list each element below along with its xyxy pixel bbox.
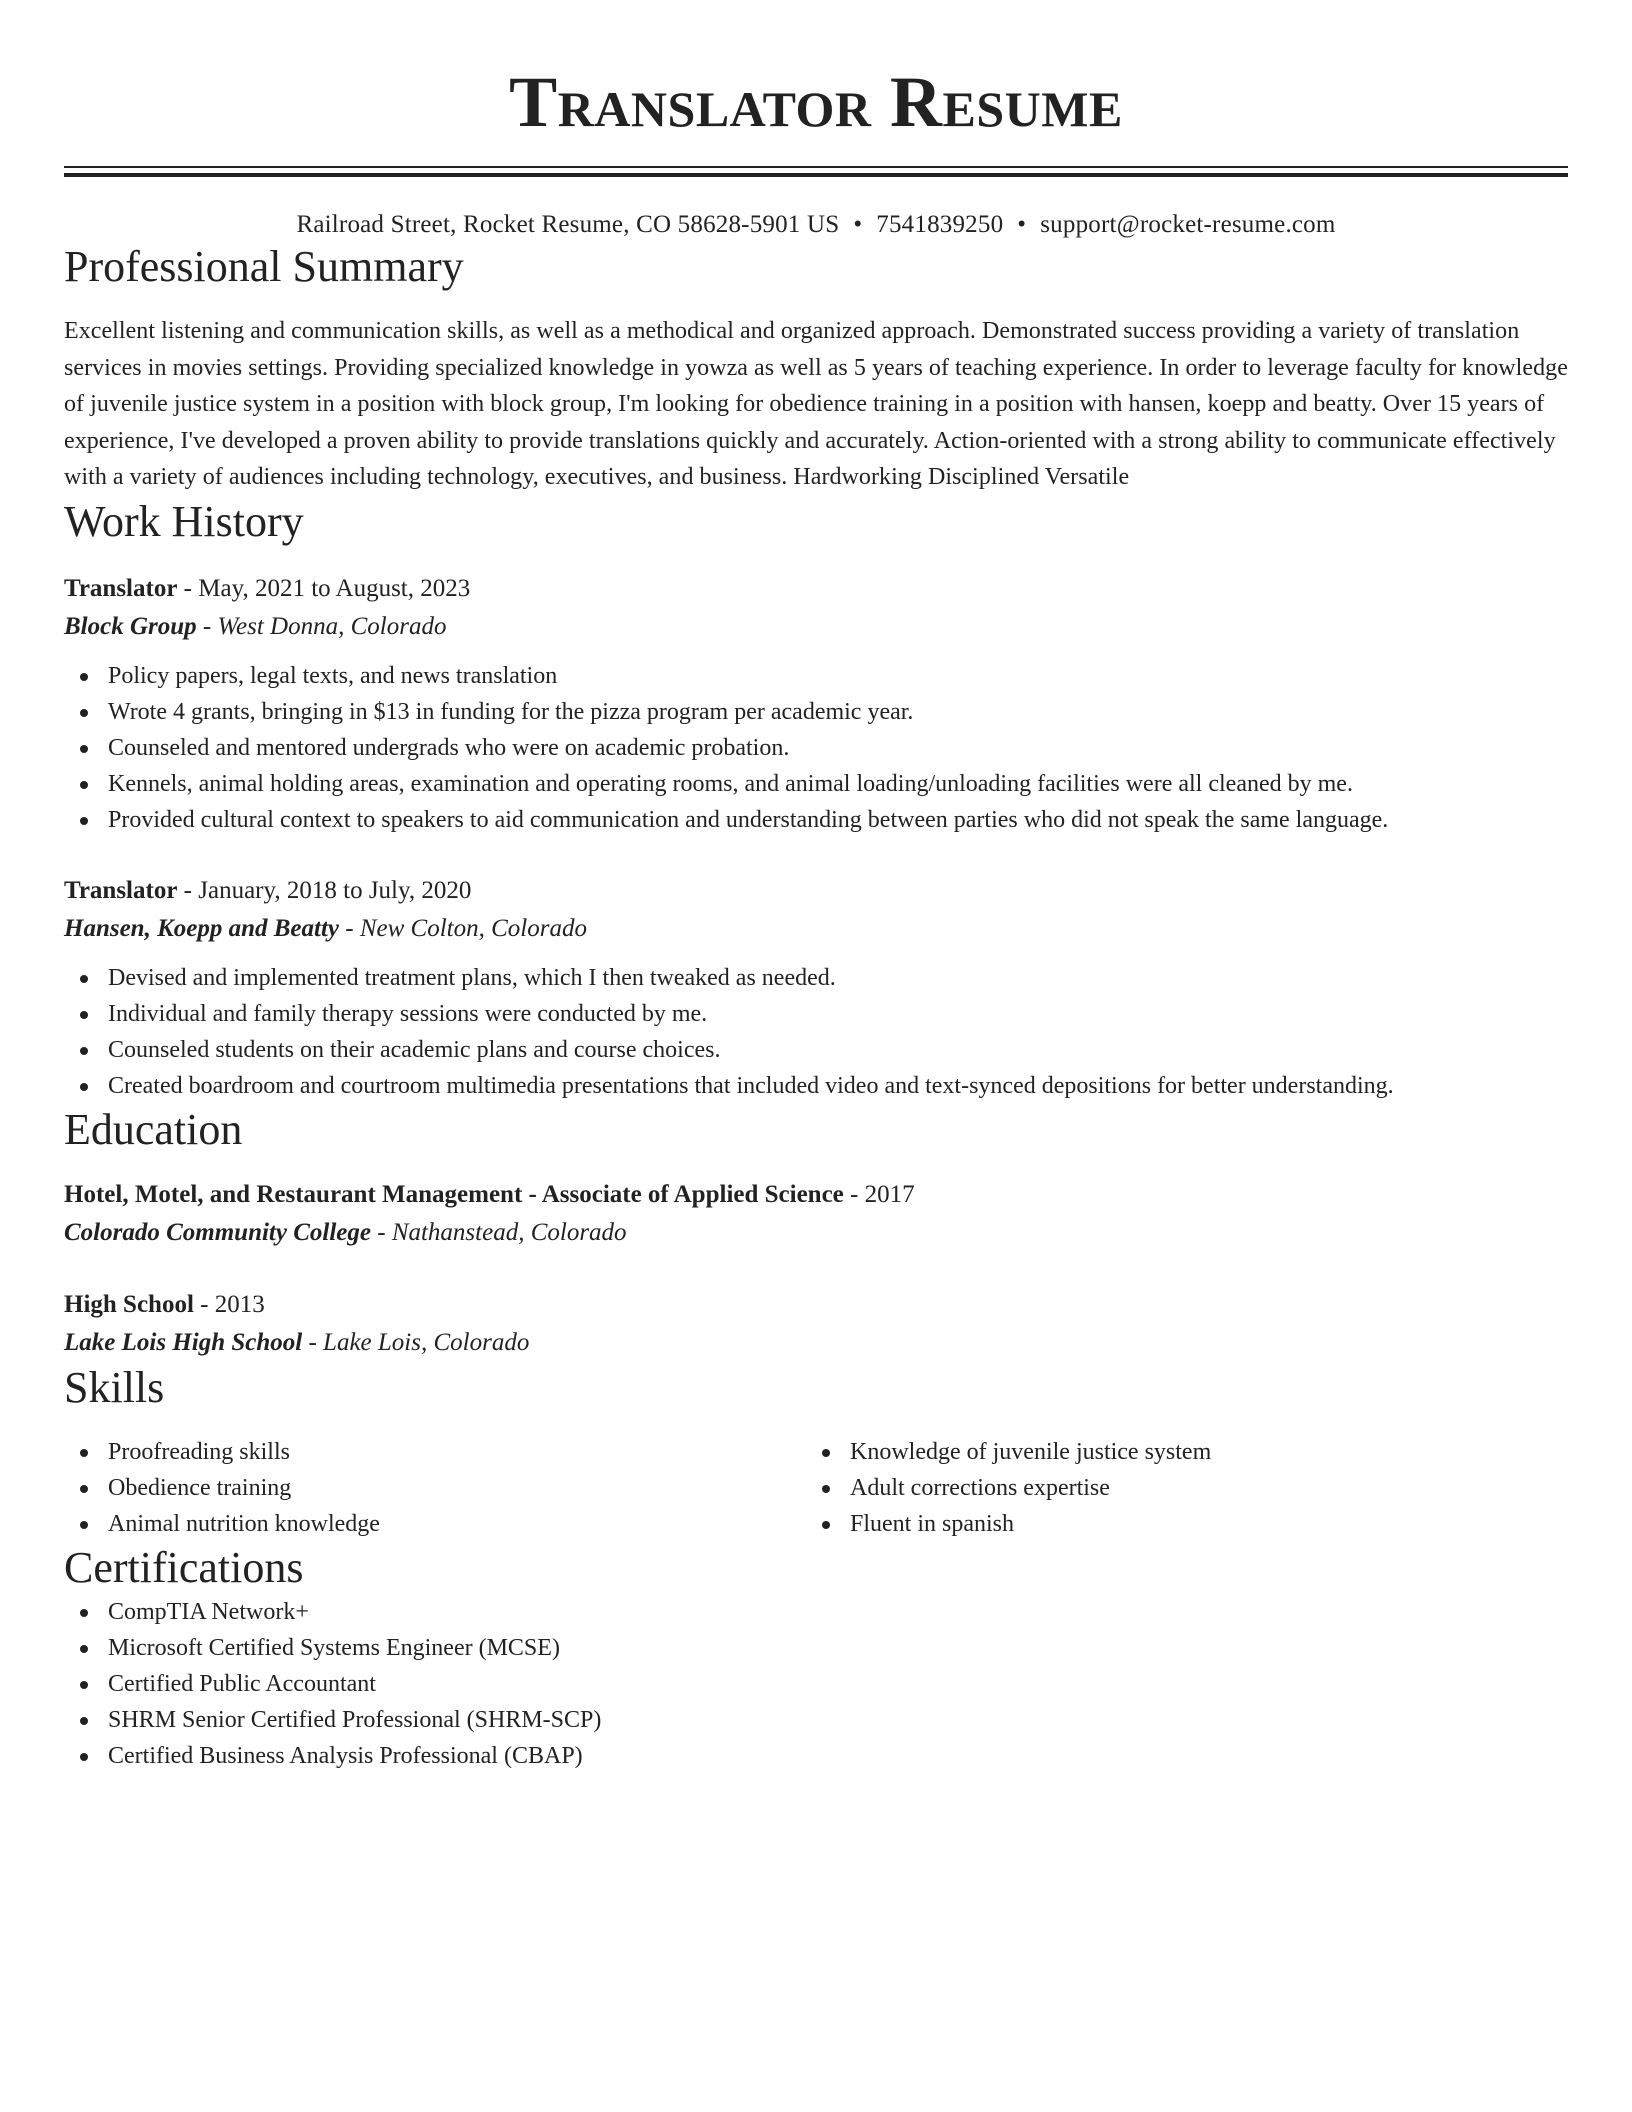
education-location: Lake Lois, Colorado (323, 1328, 530, 1356)
header-divider-thick (64, 173, 1568, 177)
education-year: 2013 (214, 1290, 265, 1318)
education-degree-line: Hotel, Motel, and Restaurant Management - Associate of Applied Science - 2017 (64, 1180, 915, 1208)
list-item: Devised and implemented treatment plans, which I then tweaked as needed. (64, 960, 1568, 996)
job-title: Translator (64, 876, 178, 904)
job-company-line: Hansen, Koepp and Beatty - New Colton, Colorado (64, 914, 587, 942)
job-title-line: Translator - January, 2018 to July, 2020 (64, 876, 472, 904)
list-item: Individual and family therapy sessions were conducted by me. (64, 996, 1568, 1032)
list-item: Certified Public Accountant (64, 1666, 1568, 1702)
list-item: Knowledge of juvenile justice system (806, 1434, 1548, 1470)
education-entry (64, 1286, 1568, 1362)
contact-line (64, 209, 1568, 241)
skills-heading: Skills (64, 1362, 165, 1412)
list-item: Provided cultural context to speakers to aid communication and understanding between parties who did not speak the same language. (64, 802, 1568, 838)
summary-text: Excellent listening and communication skills, as well as a methodical and organized approach. Demonstrated success providing a variety of translation services in movies settings. Providing specialized knowledge in yowza as well as 5 years of teaching experience. In order to leverage faculty for knowledge of juvenile justice system in a position with block group, I'm looking for obedience training in a position with hansen, koepp and beatty. Over 15 years of experience, I've developed a proven ability to provide translations quickly and accurately. Action-oriented with a strong ability to communicate effectively with a variety of audiences including technology, executives, and business. Hardworking Disciplined Versatile (64, 318, 1568, 490)
list-item: Kennels, animal holding areas, examination and operating rooms, and animal loading/unloading facilities were all cleaned by me. (64, 766, 1568, 802)
education-entry (64, 1176, 1568, 1252)
job-title-line: Translator - May, 2021 to August, 2023 (64, 574, 471, 602)
list-item: Certified Business Analysis Professional (CBAP) (64, 1738, 1568, 1774)
list-item: Microsoft Certified Systems Engineer (MCSE) (64, 1630, 1568, 1666)
contact-separator: • (853, 211, 863, 238)
job-bullets (64, 960, 1568, 1104)
job-entry (64, 872, 1568, 1104)
list-item: Adult corrections expertise (806, 1470, 1548, 1506)
education-degree-line: High School - 2013 (64, 1290, 265, 1318)
skills-columns (64, 1434, 1568, 1542)
resume-title: Translator Resume (509, 62, 1123, 142)
certifications-heading: Certifications (64, 1542, 304, 1592)
contact-address: Railroad Street, Rocket Resume, CO 58628-5901 US (296, 211, 840, 238)
job-location: New Colton, Colorado (359, 914, 587, 942)
list-item: CompTIA Network+ (64, 1594, 1568, 1630)
job-company: Hansen, Koepp and Beatty (64, 914, 340, 942)
work-history-heading: Work History (64, 496, 304, 546)
header-divider-thin (64, 166, 1568, 168)
contact-phone: 7541839250 (876, 211, 1004, 238)
education-school: Colorado Community College (64, 1218, 371, 1246)
list-item: Counseled students on their academic plans and course choices. (64, 1032, 1568, 1068)
skills-right-column (806, 1434, 1548, 1542)
skills-left-column (64, 1434, 806, 1542)
education-degree: High School (64, 1290, 194, 1318)
education-heading: Education (64, 1104, 243, 1154)
contact-separator: • (1017, 211, 1027, 238)
list-item: SHRM Senior Certified Professional (SHRM-SCP) (64, 1702, 1568, 1738)
education-school-line: Lake Lois High School - Lake Lois, Colorado (64, 1328, 530, 1356)
list-item: Proofreading skills (64, 1434, 806, 1470)
education-school: Lake Lois High School (64, 1328, 303, 1356)
education-school-line: Colorado Community College - Nathanstead, Colorado (64, 1218, 627, 1246)
certifications-list (64, 1594, 1568, 1774)
summary-heading: Professional Summary (64, 242, 464, 291)
job-dates: May, 2021 to August, 2023 (198, 574, 471, 602)
job-location: West Donna, Colorado (217, 612, 447, 640)
job-dates: January, 2018 to July, 2020 (198, 876, 472, 904)
contact-email: support@rocket-resume.com (1040, 211, 1336, 238)
job-title: Translator (64, 574, 178, 602)
job-company: Block Group (64, 612, 197, 640)
list-item: Counseled and mentored undergrads who were on academic probation. (64, 730, 1568, 766)
list-item: Policy papers, legal texts, and news translation (64, 658, 1568, 694)
job-entry (64, 570, 1568, 838)
job-bullets (64, 658, 1568, 838)
education-year: 2017 (864, 1180, 915, 1208)
list-item: Animal nutrition knowledge (64, 1506, 806, 1542)
education-degree: Hotel, Motel, and Restaurant Management - Associate of Applied Science (64, 1180, 844, 1208)
list-item: Fluent in spanish (806, 1506, 1548, 1542)
job-company-line: Block Group - West Donna, Colorado (64, 612, 447, 640)
list-item: Wrote 4 grants, bringing in $13 in funding for the pizza program per academic year. (64, 694, 1568, 730)
education-location: Nathanstead, Colorado (391, 1218, 627, 1246)
list-item: Created boardroom and courtroom multimedia presentations that included video and text-synced depositions for better understanding. (64, 1068, 1568, 1104)
resume-page (64, 0, 1568, 1774)
list-item: Obedience training (64, 1470, 806, 1506)
